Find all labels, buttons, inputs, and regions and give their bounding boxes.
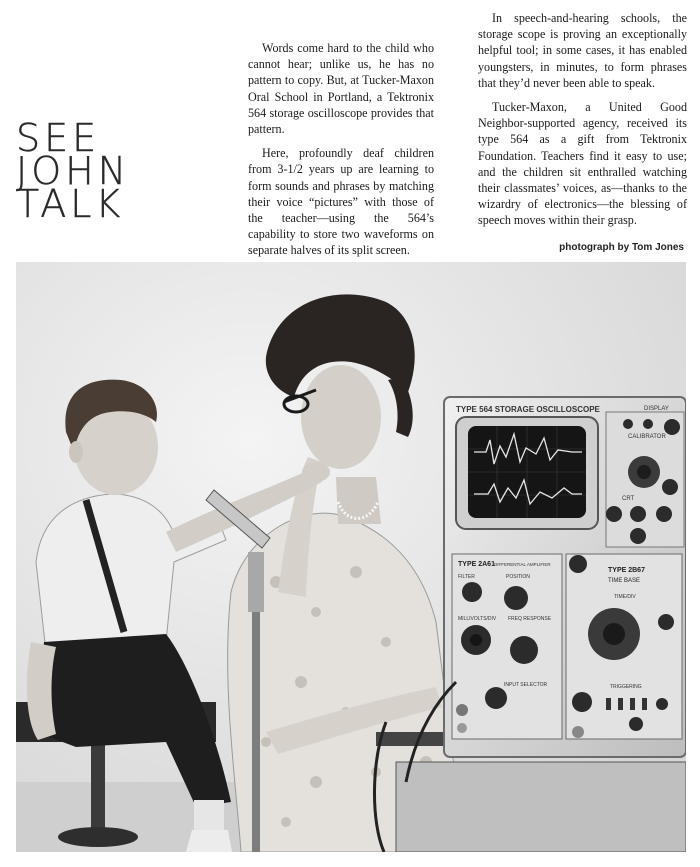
panel-label: FILTER [458,574,475,580]
headline-line-3: TALK [16,182,125,226]
panel-label: DISPLAY [644,406,669,412]
child-hand [302,462,330,482]
paragraph: In speech-and-hearing schools, the storage scope is proving an exceptionally helpful tool; in some cases, it has enabled youngsters, in minutes, to form phrases that they’d never been able to speak. [478,11,687,90]
article-column-1 [248,40,434,267]
scope-label: TYPE 564 STORAGE OSCILLOSCOPE [456,405,600,414]
paragraph: Here, profoundly deaf children from 3-1/2 years up are learning to form sounds and phrases by matching their voice “pictures” with those of the teacher—using the 564’s capability to store two waveforms on separate halves of its split screen. [248,146,434,258]
photo-credit: photograph by Tom Jones [559,242,684,253]
panel-label: CALIBRATOR [628,434,666,440]
panel-label: FREQ RESPONSE [508,616,552,622]
headline-line-2: JOHN [16,149,131,193]
panel-label: POSITION [506,574,530,580]
paragraph: Words come hard to the child who cannot hear; unlike us, he has no pattern to copy. But, at Tucker-Maxon Oral School in Portland, a Tektronix 564 storage oscilloscope provides that pattern. [248,41,434,137]
panel-label: TIME/DIV [614,594,636,600]
article-column-2 [478,10,687,237]
plugin-left-label: TYPE 2A61 [458,561,495,568]
panel-label: TRIGGERING [610,684,642,690]
headline-line-1: SEE [16,116,101,160]
paragraph: Tucker-Maxon, a United Good Neighbor-supported agency, received its type 564 as a gift from Tektronix Foundation. Teachers find it easy to use; and the children sit enthralled watching their classmates’ voices, as—thanks to the wizardry of electronics—the blessing of speech moves within their grasp. [478,100,687,228]
headline [16,116,131,226]
plugin-right-label: TYPE 2B67 [608,567,645,574]
panel-label: CRT [622,496,635,502]
panel-label: MILLIVOLTS/DIV [458,616,497,622]
photo-illustration [16,262,686,852]
photograph [16,262,686,852]
plugin-right-sub: TIME BASE [608,578,641,584]
plugin-left-sub: DIFFERENTIAL AMPLIFIER [494,562,551,567]
panel-label: INPUT SELECTOR [504,682,548,688]
